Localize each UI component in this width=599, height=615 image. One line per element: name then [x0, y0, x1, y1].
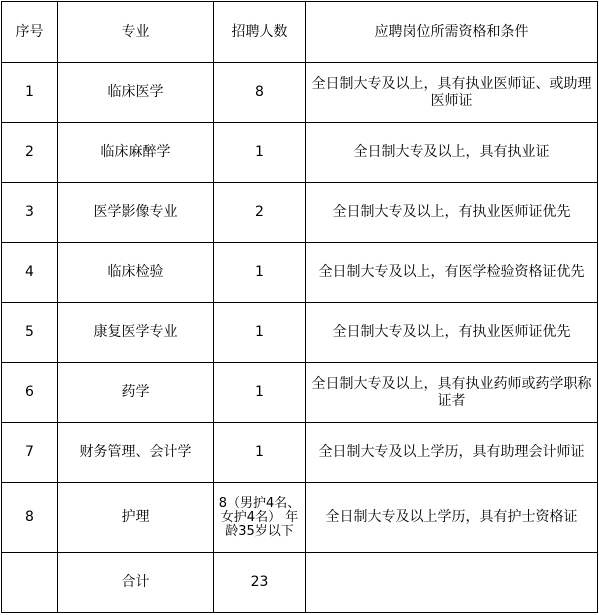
recruitment-table — [1, 1, 598, 613]
row-count: 2 — [214, 183, 306, 243]
table-row — [2, 423, 598, 483]
table-row — [2, 303, 598, 363]
table-row — [2, 363, 598, 423]
total-index — [2, 553, 58, 613]
row-major: 临床检验 — [58, 243, 214, 303]
row-count: 1 — [214, 423, 306, 483]
row-major: 护理 — [58, 483, 214, 553]
row-requirements: 全日制大专及以上，具有执业药师或药学职称证者 — [306, 363, 598, 423]
row-index: 8 — [2, 483, 58, 553]
total-count: 23 — [214, 553, 306, 613]
row-count: 1 — [214, 303, 306, 363]
table-total-row — [2, 553, 598, 613]
row-requirements: 全日制大专及以上，有执业医师证优先 — [306, 303, 598, 363]
row-requirements: 全日制大专及以上，有医学检验资格证优先 — [306, 243, 598, 303]
row-index: 3 — [2, 183, 58, 243]
row-requirements: 全日制大专及以上，有执业医师证优先 — [306, 183, 598, 243]
header-major: 专业 — [58, 2, 214, 63]
row-requirements: 全日制大专及以上，具有执业医师证、或助理医师证 — [306, 63, 598, 123]
row-requirements: 全日制大专及以上，具有执业证 — [306, 123, 598, 183]
table-row — [2, 483, 598, 553]
table-row — [2, 123, 598, 183]
row-count: 1 — [214, 363, 306, 423]
row-major: 临床麻醉学 — [58, 123, 214, 183]
header-requirements: 应聘岗位所需资格和条件 — [306, 2, 598, 63]
row-requirements: 全日制大专及以上学历，具有助理会计师证 — [306, 423, 598, 483]
row-count: 1 — [214, 243, 306, 303]
table-header-row — [2, 2, 598, 63]
row-index: 2 — [2, 123, 58, 183]
row-major: 药学 — [58, 363, 214, 423]
row-count: 8 — [214, 63, 306, 123]
total-requirements — [306, 553, 598, 613]
row-major: 康复医学专业 — [58, 303, 214, 363]
header-count: 招聘人数 — [214, 2, 306, 63]
row-index: 1 — [2, 63, 58, 123]
table-row — [2, 183, 598, 243]
row-count: 8（男护4名、女护4名） 年龄35岁以下 — [214, 483, 306, 553]
row-index: 5 — [2, 303, 58, 363]
row-count: 1 — [214, 123, 306, 183]
row-major: 临床医学 — [58, 63, 214, 123]
row-index: 4 — [2, 243, 58, 303]
row-major: 医学影像专业 — [58, 183, 214, 243]
row-index: 6 — [2, 363, 58, 423]
table-row — [2, 63, 598, 123]
row-requirements: 全日制大专及以上学历，具有护士资格证 — [306, 483, 598, 553]
total-label: 合计 — [58, 553, 214, 613]
row-major: 财务管理、会计学 — [58, 423, 214, 483]
row-index: 7 — [2, 423, 58, 483]
header-index: 序号 — [2, 2, 58, 63]
table-row — [2, 243, 598, 303]
